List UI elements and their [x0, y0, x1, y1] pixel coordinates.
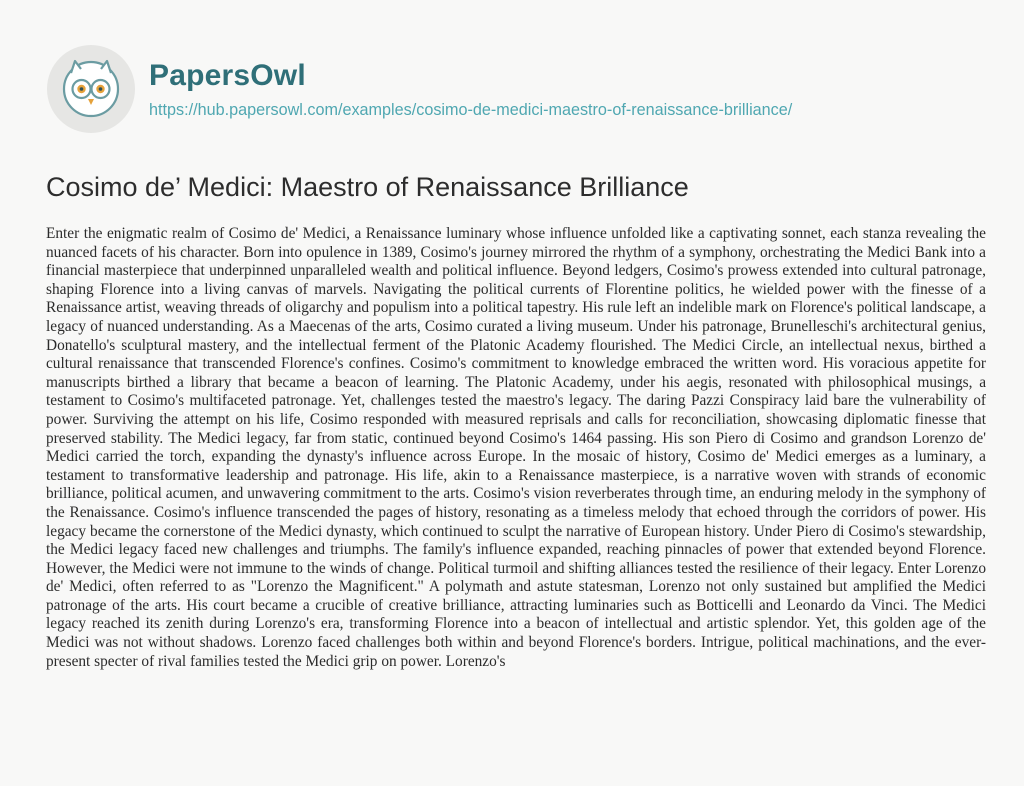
essay-body: Enter the enigmatic realm of Cosimo de' Medici, a Renaissance luminary whose influence unfolded like a captivating sonnet, each stanza revealing the nuanced facets of his character. Born into opulence in 1389, Cosimo's journey mirrored the rhythm of a symphony, orchestrating the Medici Bank into a financial masterpiece that underpinned unparalleled wealth and political influence. Beyond ledgers, Cosimo's prowess extended into cultural patronage, shaping Florence into a living canvas of marvels. Navigating the political currents of Florentine politics, he wielded power with the finesse of a Renaissance artist, weaving threads of oligarchy and populism into a political tapestry. His rule left an indelible mark on Florence's political landscape, a legacy of nuanced understanding. As a Maecenas of the arts, Cosimo curated a living museum. Under his patronage, Brunelleschi's architectural genius, Donatello's sculptural mastery, and the intellectual ferment of the Platonic Academy flourished. The Medici Circle, an intellectual nexus, birthed a cultural renaissance that transcended Florence's confines. Cosimo's commitment to knowledge embraced the written word. His voracious appetite for manuscripts birthed a library that became a beacon of learning. The Platonic Academy, under his aegis, resonated with philosophical musings, a testament to Cosimo's multifaceted patronage. Yet, challenges tested the maestro's legacy. The daring Pazzi Conspiracy laid bare the vulnerability of power. Surviving the attempt on his life, Cosimo responded with measured reprisals and calls for reconciliation, showcasing diplomatic finesse that preserved stability. The Medici legacy, far from static, continued beyond Cosimo's 1464 passing. His son Piero di Cosimo and grandson Lorenzo de' Medici carried the torch, expanding the dynasty's influence across Europe. In the mosaic of history, Cosimo de' Medici emerges as a luminary, a testament to transformative leadership and patronage. His life, akin to a Renaissance masterpiece, is a narrative woven with strands of economic brilliance, political acumen, and unwavering commitment to the arts. Cosimo's vision reverberates through time, an enduring melody in the symphony of the Renaissance. Cosimo's influence transcended the pages of history, resonating as a timeless melody that echoed through the corridors of power. His legacy became the cornerstone of the Medici dynasty, which continued to sculpt the narrative of European history. Under Piero di Cosimo's stewardship, the Medici legacy faced new challenges and triumphs. The family's influence expanded, reaching pinnacles of power that extended beyond Florence. However, the Medici were not immune to the winds of change. Political turmoil and shifting alliances tested the resilience of their legacy. Enter Lorenzo de' Medici, often referred to as "Lorenzo the Magnificent." A polymath and astute statesman, Lorenzo not only sustained but amplified the Medici patronage of the arts. His court became a crucible of creative brilliance, attracting luminaries such as Botticelli and Leonardo da Vinci. The Medici legacy reached its zenith during Lorenzo's era, transforming Florence into a beacon of intellectual and artistic splendor. Yet, this golden age of the Medici was not without shadows. Lorenzo faced challenges both within and beyond Florence's borders. Intrigue, political machinations, and the ever-present specter of rival families tested the Medici grip on power. Lorenzo's [46, 225, 986, 670]
owl-logo-graphic [47, 45, 135, 133]
source-url-link[interactable]: https://hub.papersowl.com/examples/cosimo-de-medici-maestro-of-renaissance-brilliance/ [149, 101, 793, 119]
essay-title: Cosimo de’ Medici: Maestro of Renaissance Brilliance [46, 172, 689, 202]
brand-block [149, 58, 792, 120]
brand-name[interactable]: PapersOwl [149, 59, 306, 92]
owl-logo-icon[interactable] [47, 45, 135, 133]
site-header [47, 39, 792, 139]
